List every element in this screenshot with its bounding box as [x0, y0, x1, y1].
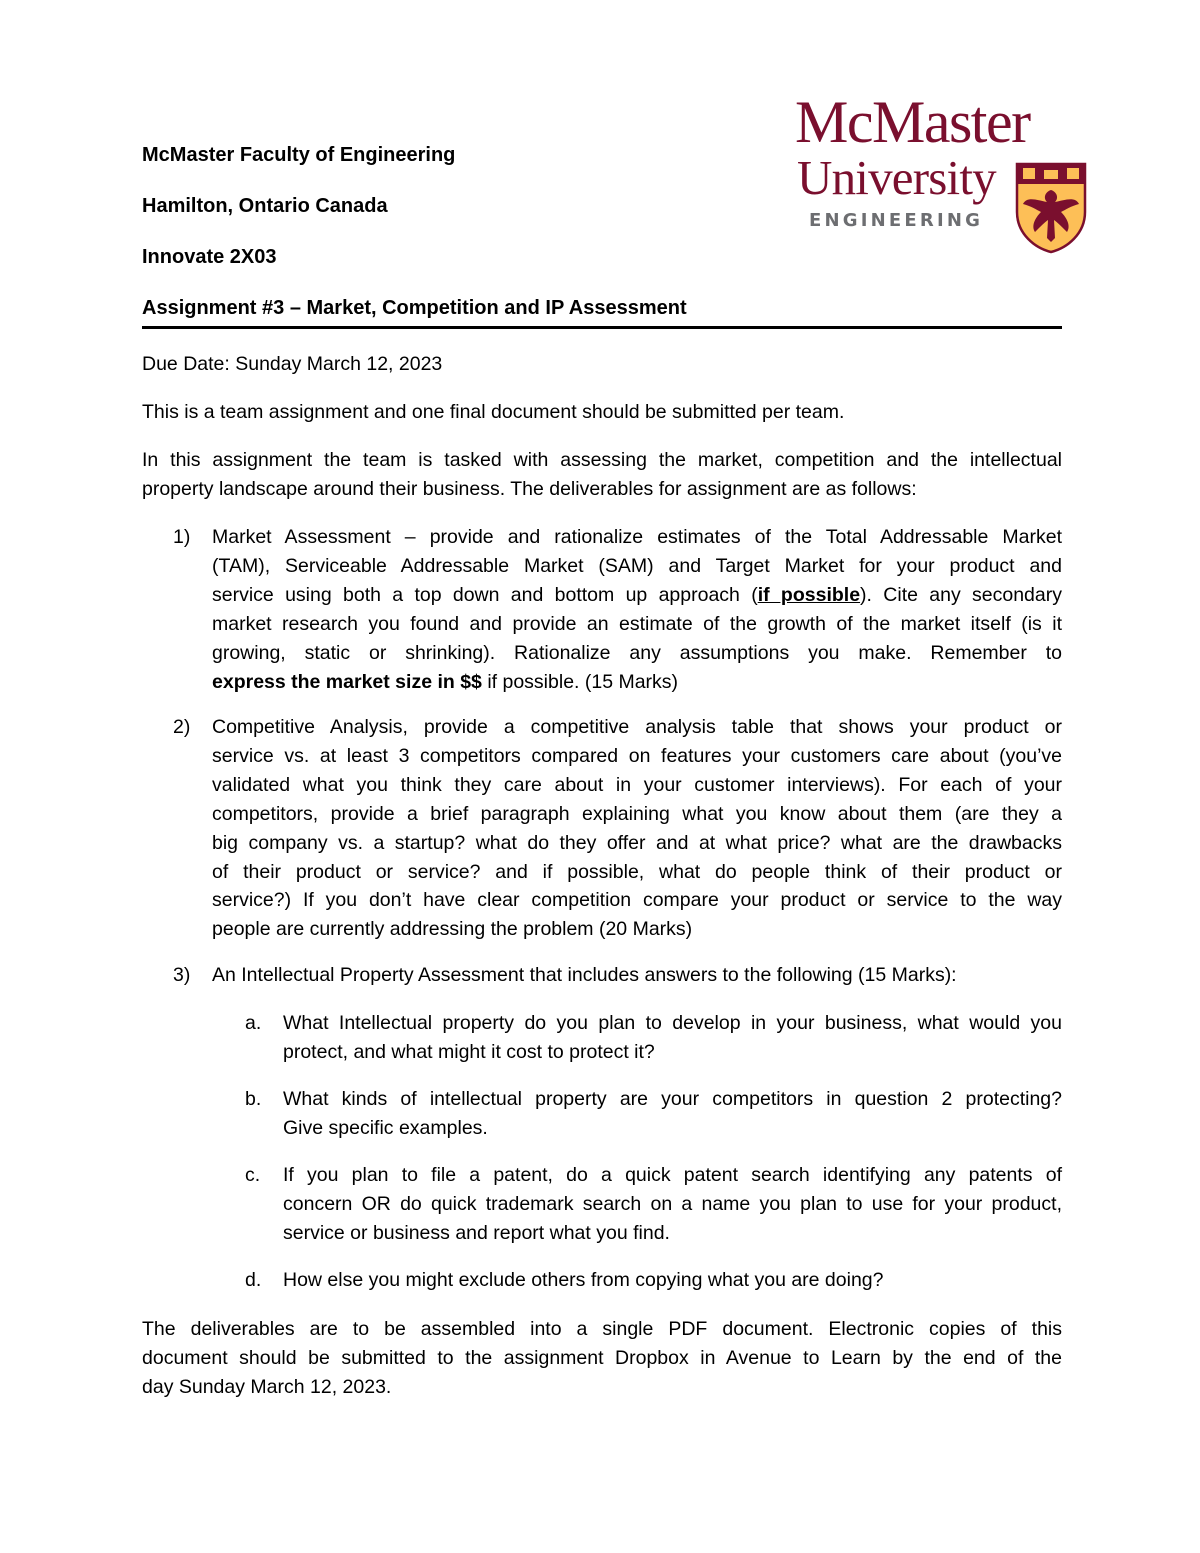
- deliverable-competitive-analysis: [212, 713, 1062, 944]
- subitem-line: If you plan to file a patent, do a quick patent search identifying any patents of: [283, 1164, 1062, 1186]
- subitem-exclude-others: [283, 1266, 1062, 1295]
- faculty-heading: McMaster Faculty of Engineering: [142, 144, 456, 166]
- logo-wordmark-engineering: ENGINEERING: [809, 210, 984, 231]
- subitem-ip-develop: [283, 1009, 1062, 1067]
- subitem-line: Give specific examples.: [283, 1116, 488, 1139]
- closing-line: document should be submitted to the assignment Dropbox in Avenue to Learn by the end of the: [142, 1346, 1062, 1369]
- subitem-line: What Intellectual property do you plan to develop in your business, what would you: [283, 1012, 1062, 1034]
- logo-wordmark-university: University: [797, 150, 996, 205]
- due-date: Due Date: Sunday March 12, 2023: [142, 353, 443, 375]
- item-number: 3): [173, 964, 191, 986]
- team-note: This is a team assignment and one final document should be submitted per team.: [142, 401, 845, 423]
- market-size-emphasis: express the market size in $$: [212, 670, 482, 693]
- item-line: Competitive Analysis, provide a competitive analysis table that shows your product or: [212, 716, 1062, 738]
- subitem-line: What kinds of intellectual property are your competitors in question 2 protecting?: [283, 1088, 1062, 1110]
- subitem-patent-search: [283, 1161, 1062, 1248]
- deliverable-market-assessment: [212, 523, 1062, 696]
- item-number: 1): [173, 526, 191, 548]
- item-line: service vs. at least 3 competitors compared on features your customers care about (you’ve: [212, 744, 1062, 767]
- crest-shield-icon: [1015, 162, 1087, 254]
- subitem-line: service or business and report what you find.: [283, 1221, 670, 1244]
- item-line: (TAM), Serviceable Addressable Market (SAM) and Target Market for your product and: [212, 554, 1062, 577]
- location-heading: Hamilton, Ontario Canada: [142, 195, 388, 217]
- subitem-label: c.: [245, 1164, 261, 1186]
- logo-wordmark-mcmaster: McMaster: [795, 89, 1030, 155]
- item-line: growing, static or shrinking). Rationalize any assumptions you make. Remember to: [212, 641, 1062, 664]
- subitem-line: concern OR do quick trademark search on a name you plan to use for your product,: [283, 1192, 1062, 1215]
- closing-paragraph: [142, 1315, 1062, 1402]
- item-line: competitors, provide a brief paragraph explaining what you know about them (are they a: [212, 802, 1062, 825]
- subitem-line: protect, and what might it cost to protect it?: [283, 1040, 655, 1063]
- closing-line: The deliverables are to be assembled into a single PDF document. Electronic copies of this: [142, 1318, 1062, 1340]
- assignment-title: Assignment #3 – Market, Competition and IP Assessment: [142, 297, 687, 319]
- title-divider: [142, 326, 1062, 329]
- item-line: service?) If you don’t have clear competition compare your product or service to the way: [212, 889, 1062, 912]
- item-line: big company vs. a startup? what do they offer and at what price? what are the drawbacks: [212, 831, 1062, 854]
- item-line: express the market size in $$ if possible. (15 Marks): [212, 670, 679, 693]
- item-line: people are currently addressing the problem (20 Marks): [212, 918, 693, 941]
- subitem-label: a.: [245, 1012, 262, 1034]
- item-line: An Intellectual Property Assessment that includes answers to the following (15 Marks):: [212, 964, 957, 986]
- if-possible-emphasis: if possible: [757, 583, 861, 606]
- deliverable-ip-assessment: [212, 961, 1062, 990]
- intro-paragraph: [142, 446, 1062, 504]
- item-line: service using both a top down and bottom up approach (if possible). Cite any secondary: [212, 583, 1062, 606]
- subitem-line: How else you might exclude others from copying what you are doing?: [283, 1269, 884, 1291]
- subitem-label: b.: [245, 1088, 262, 1110]
- subitem-label: d.: [245, 1269, 262, 1291]
- course-heading: Innovate 2X03: [142, 246, 277, 268]
- item-line: market research you found and provide an estimate of the growth of the market itself (is it: [212, 612, 1062, 635]
- intro-line: property landscape around their business. The deliverables for assignment are as follows:: [142, 477, 917, 500]
- mcmaster-engineering-logo: [795, 89, 1095, 262]
- item-line: Market Assessment – provide and rationalize estimates of the Total Addressable Market: [212, 526, 1062, 548]
- intro-line: In this assignment the team is tasked with assessing the market, competition and the intellectual: [142, 449, 1062, 471]
- subitem-competitor-ip: [283, 1085, 1062, 1143]
- item-line: validated what you think they care about in your customer interviews). For each of your: [212, 773, 1062, 796]
- item-number: 2): [173, 716, 191, 738]
- closing-line: day Sunday March 12, 2023.: [142, 1375, 392, 1398]
- item-line: of their product or service? and if possible, what do people think of their product or: [212, 860, 1062, 883]
